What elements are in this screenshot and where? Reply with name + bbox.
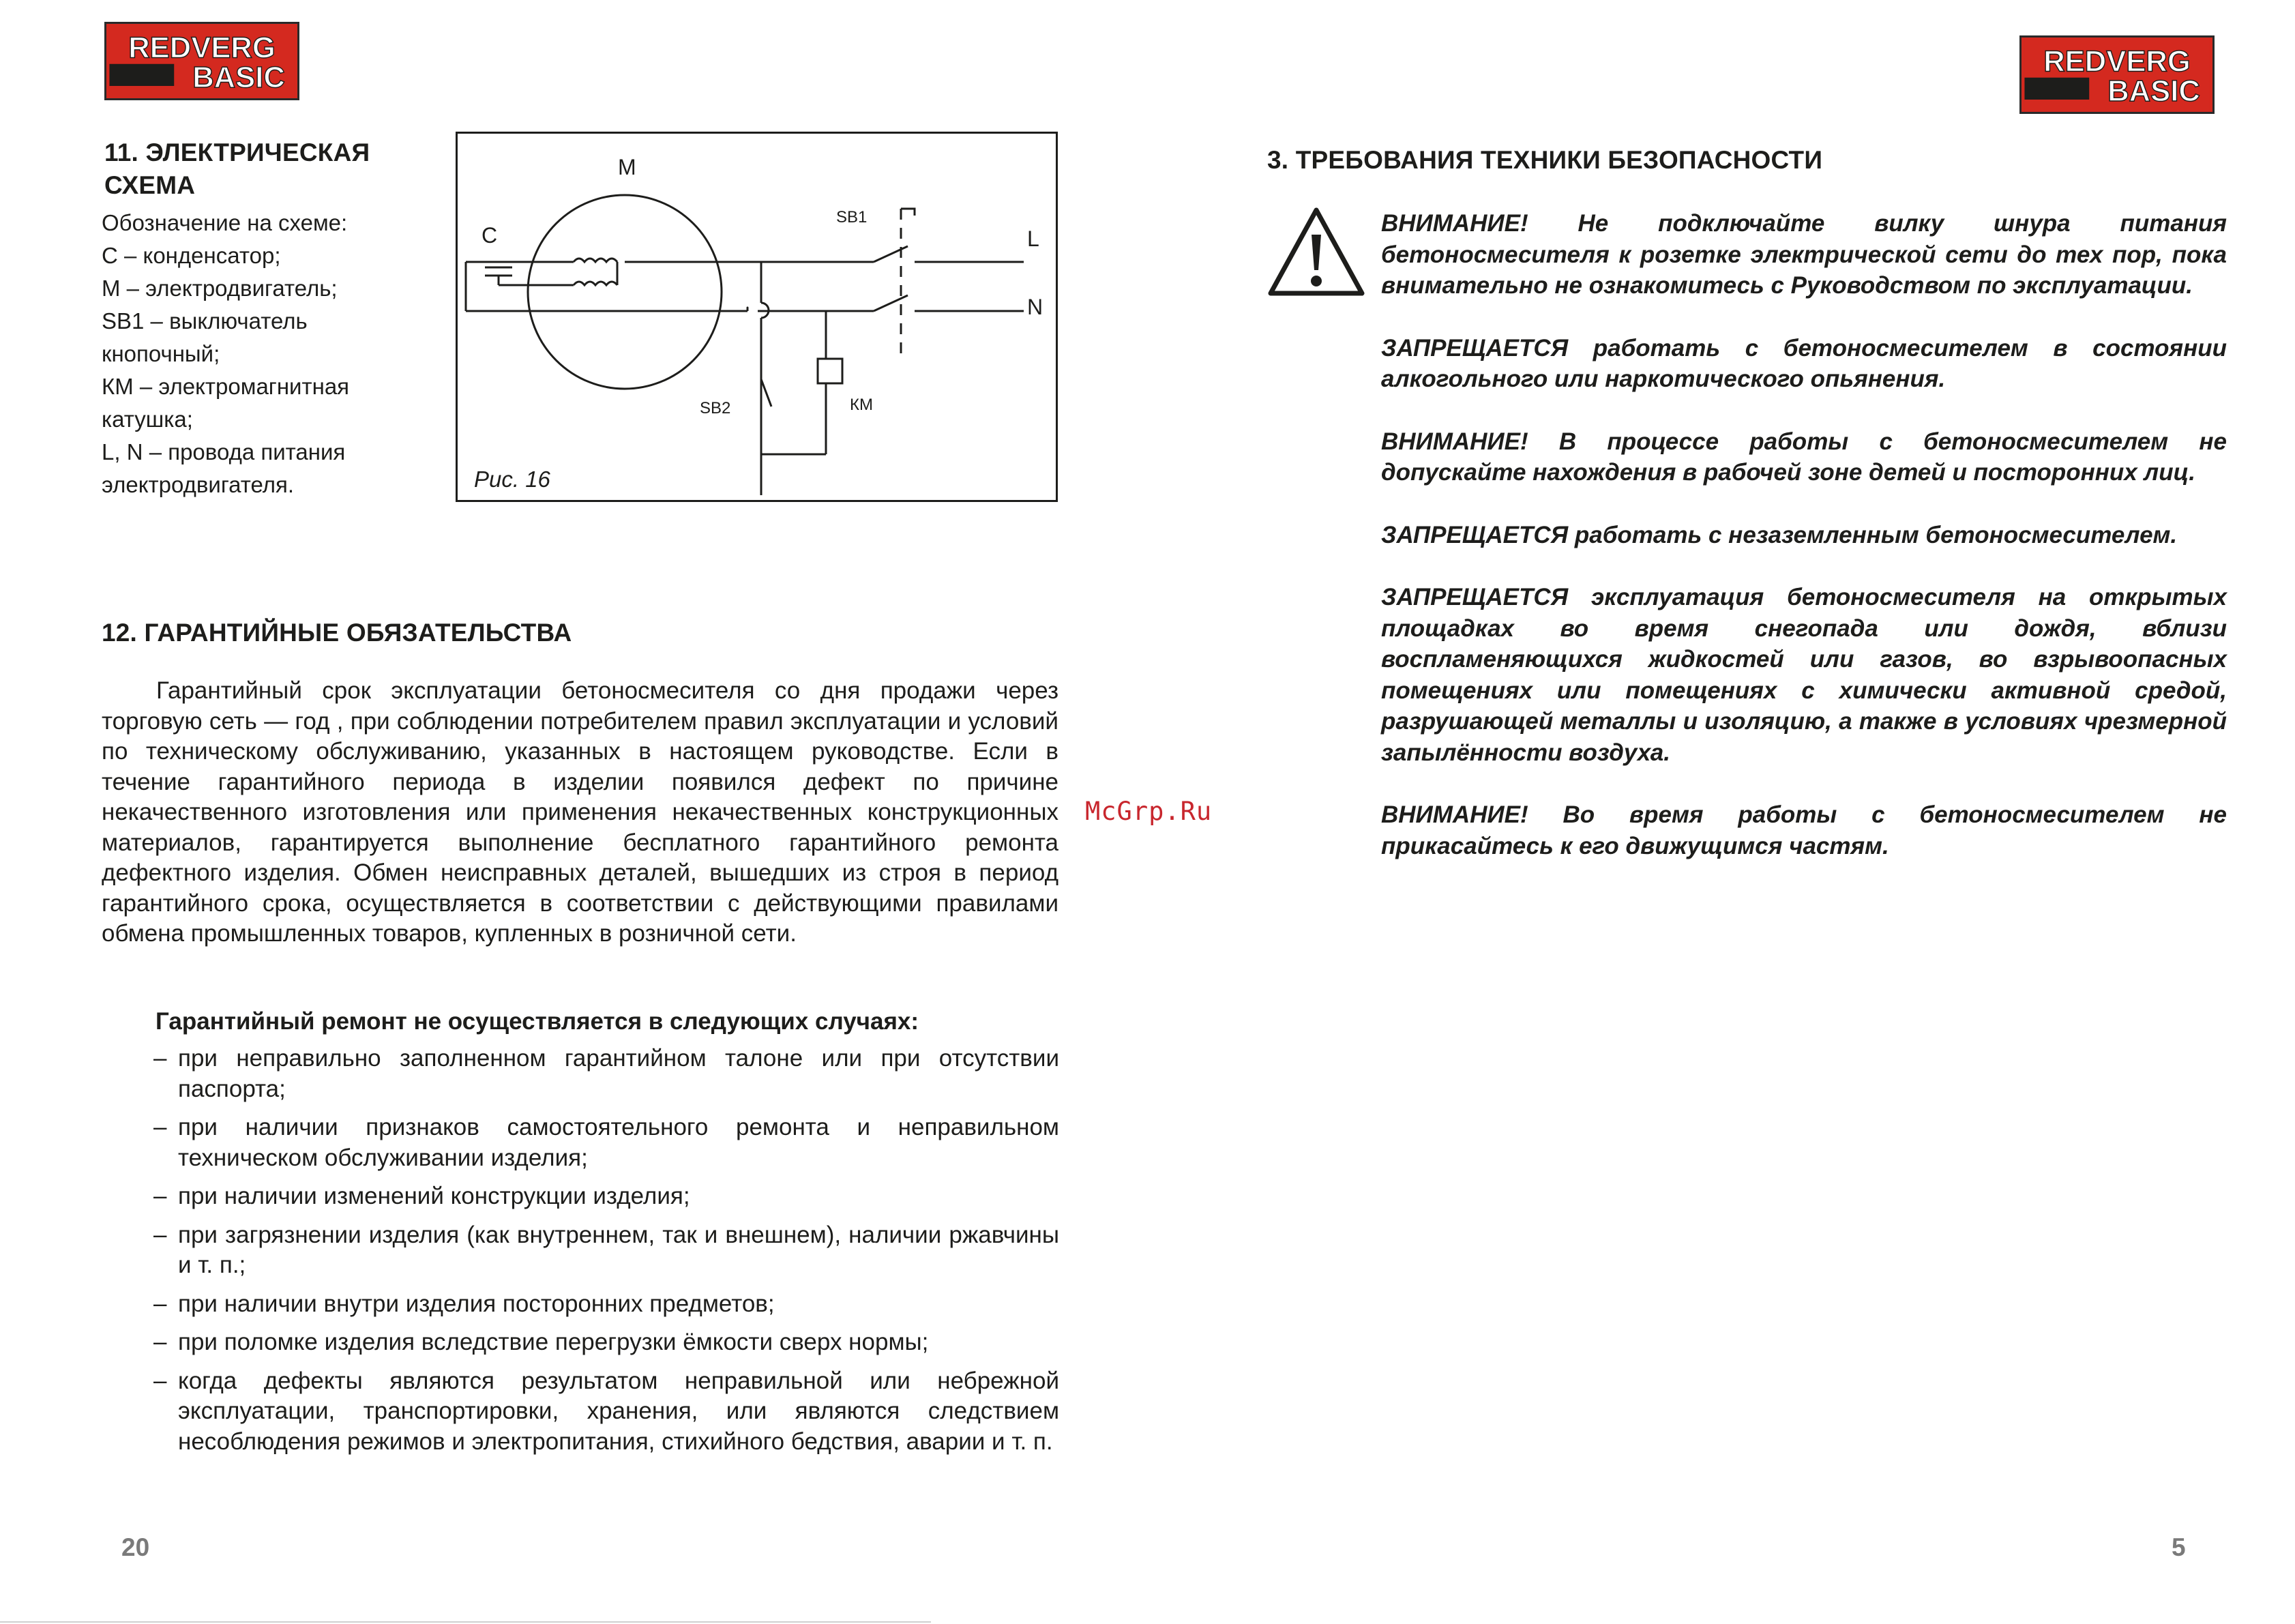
safety-warning: ВНИМАНИЕ! Во время работы с бетоносмесителем не прикасайтесь к его движущимся частям. [1381,801,2227,859]
section-11-title [104,136,370,202]
brand-logo-right [2019,35,2215,114]
label-sb2: SB2 [700,399,731,417]
brand-logo-line2: BASIC [192,61,285,94]
list-dash: – [153,1367,167,1394]
list-item-text: при неправильно заполненном гарантийном талоне или при отсутствии паспорта; [178,1045,1059,1102]
list-item [153,1044,1059,1104]
safety-warning: ВНИМАНИЕ! Не подключайте вилку шнура питания бетоносмесителя к розетке электрической сети до тех пор, пока внимательно не ознакомитесь с Руководством по эксплуатации. [1381,210,2227,299]
motor-circle [528,195,722,389]
legend-line: электродвигателя. [102,472,295,497]
label-sb1: SB1 [836,208,868,226]
page-number-right: 5 [2172,1533,2186,1561]
warning-triangle-icon [1267,206,1366,299]
list-dash: – [153,1290,167,1317]
legend-line: катушка; [102,407,193,432]
brand-logo-graphic [2022,38,2212,112]
safety-warning: ВНИМАНИЕ! В процессе работы с бетоносмесителем не допускайте нахождения в рабочей зоне детей и посторонних лиц. [1381,428,2227,486]
list-item [153,1289,1059,1320]
warranty-exclusions-list [153,1044,1059,1465]
list-item-text: когда дефекты являются результатом неправильной или небрежной эксплуатации, транспортировки, хранения, или являются следствием несоблюдения режимов и электропитания, стихийного бедствия, аварии и т. п. [178,1367,1059,1455]
section-12-title: 12. ГАРАНТИЙНЫЕ ОБЯЗАТЕЛЬСТВА [102,619,572,647]
warranty-paragraph-text: Гарантийный срок эксплуатации бетоносмесителя со дня продажи через торговую сеть — год , при соблюдении потребителем правил эксплуатации и условий по техническому обслуживанию, указанных в настоящем руководстве. Если в течение гарантийного периода в изделии появился дефект по причине некачественного изготовления или применения некачественных конструкционных материалов, гарантируется выполнение бесплатного гарантийного ремонта дефектного изделия. Обмен неисправных деталей, вышедших из строя в период гарантийного срока, осуществляется в соответствии с действующими правилами обмена промышленных товаров, купленных в розничной сети. [102,677,1058,947]
safety-warning: ЗАПРЕЩАЕТСЯ работать с незаземленным бетоносмесителем. [1381,521,2178,548]
list-dash: – [153,1183,167,1209]
figure-caption: Рис. 16 [474,467,550,492]
legend-line: М – электродвигатель; [102,276,338,301]
motor-coil-top [574,259,617,262]
section-3-title: 3. ТРЕБОВАНИЯ ТЕХНИКИ БЕЗОПАСНОСТИ [1267,146,1823,174]
brand-logo-left [104,22,299,100]
watermark: McGrp.Ru [1085,797,1213,826]
electrical-schematic [456,132,1058,502]
list-item-text: при наличии изменений конструкции изделия; [178,1183,690,1209]
brand-logo-line2: BASIC [2107,74,2200,108]
label-n: N [1027,295,1043,319]
list-item-text: при наличии признаков самостоятельного ремонта и неправильном техническом обслуживании изделия; [178,1114,1059,1171]
warranty-paragraph [102,676,1058,949]
section-11-title-line1: 11. ЭЛЕКТРИЧЕСКАЯ [104,138,370,166]
list-item [153,1181,1059,1212]
legend-line: кнопочный; [102,341,220,366]
label-l: L [1027,226,1039,251]
warranty-exclusions-subtitle: Гарантийный ремонт не осуществляется в следующих случаях: [156,1008,919,1035]
motor-coil-bottom [574,282,617,285]
legend-line: КМ – электромагнитная [102,374,350,399]
brand-logo-line1: REDVERG [128,31,276,65]
brand-logo-graphic [106,24,297,98]
list-dash: – [153,1114,167,1140]
bottom-divider [0,1621,931,1623]
schema-legend [102,207,402,501]
list-dash: – [153,1329,167,1355]
brand-logo-line1: REDVERG [2043,45,2191,78]
safety-warnings [1381,208,2227,893]
label-capacitor: C [482,223,498,248]
legend-line: C – конденсатор; [102,243,281,268]
page-number-left: 20 [121,1533,150,1561]
safety-warning: ЗАПРЕЩАЕТСЯ эксплуатация бетоносмесителя на открытых площадках во время снегопада или дождя, вблизи воспламеняющихся жидкостей или газов, во взрывоопасных помещениях или помещениях с химически активной средой, разрушающей металлы и изоляцию, а также в условиях чрезмерной запылённости воздуха. [1381,584,2227,766]
safety-warning: ЗАПРЕЩАЕТСЯ работать с бетоносмесителем в состоянии алкогольного или наркотического опьянения. [1381,334,2227,392]
legend-line: Обозначение на схеме: [102,210,348,235]
section-11-title-line2: СХЕМА [104,171,196,199]
list-item [153,1112,1059,1173]
legend-line: SB1 – выключатель [102,308,308,334]
list-item [153,1366,1059,1458]
list-item-text: при загрязнении изделия (как внутреннем, так и внешнем), наличии ржавчины и т. п.; [178,1221,1059,1278]
label-km: КМ [850,396,873,414]
label-motor: M [618,155,636,179]
list-item-text: при наличии внутри изделия посторонних предметов; [178,1290,775,1317]
list-item [153,1327,1059,1358]
list-item-text: при поломке изделия вследствие перегрузки ёмкости сверх нормы; [178,1329,929,1355]
schematic-drawing [458,134,1056,500]
list-item [153,1220,1059,1281]
legend-line: L, N – провода питания [102,439,346,464]
list-dash: – [153,1045,167,1072]
list-dash: – [153,1221,167,1248]
